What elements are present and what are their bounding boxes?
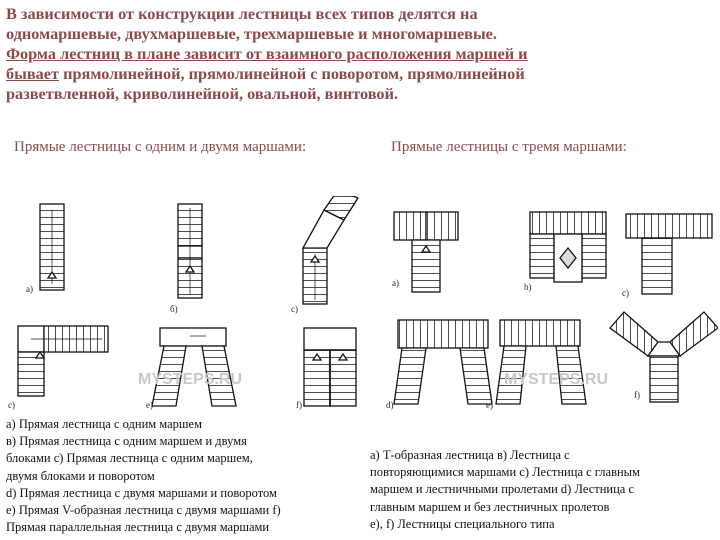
right-stair-plans-svg <box>364 196 718 414</box>
plan-label-a: а) <box>26 284 33 294</box>
stair-plan-main-no-landing <box>394 320 492 404</box>
caption-line: в) Прямая лестница с одним маршем и двумя <box>6 434 247 449</box>
right-heading: Прямые лестницы с тремя маршами: <box>391 139 627 155</box>
caption-line: d) Прямая лестница с двумя маршами и поворотом <box>6 485 277 500</box>
stair-plan-f <box>304 328 356 406</box>
stair-plan-special-f <box>610 312 718 402</box>
caption-line: а) Т-образная лестница в) Лестница с <box>370 448 570 462</box>
caption-line: повторяющимися маршами с) Лестница с главным <box>370 465 640 480</box>
caption-line: маршем и лестничными пролетами d) Лестница с <box>370 482 635 497</box>
intro-line <box>6 64 714 84</box>
caption-line: блоками с) Прямая лестница с одним маршем, <box>6 451 253 466</box>
stair-plan-a <box>40 204 64 290</box>
stair-plan-special-e <box>496 320 586 404</box>
stair-plan-t <box>394 212 458 292</box>
intro-paragraph <box>6 4 714 104</box>
plan-label-d: с) <box>8 400 15 410</box>
intro-line: одномаршевые, двухмаршевые, трехмаршевые и многомаршевые. <box>6 24 497 43</box>
plan-label-e: е) <box>146 400 153 410</box>
left-stair-plans-svg <box>6 196 360 414</box>
stair-plan-c <box>303 196 358 304</box>
plan-label-d: d) <box>386 400 394 410</box>
stair-plan-d <box>18 326 108 396</box>
plan-label-b: b) <box>524 282 532 292</box>
caption-line: Прямая параллельная лестница с двумя маршами <box>6 520 270 535</box>
plan-label-a: a) <box>392 278 399 288</box>
plan-label-f: f) <box>296 400 302 410</box>
stair-plan-main-flight <box>626 214 712 294</box>
plan-label-c: c) <box>622 288 629 298</box>
plan-label-f: f) <box>634 390 640 400</box>
caption-line: е) Прямая V-образная лестница с двумя маршами f) <box>6 503 281 518</box>
watermark: MYSTEPS.RU <box>138 371 243 388</box>
intro-line: разветвленной, криволинейной, овальной, винтовой. <box>6 84 399 103</box>
stair-plan-repeating <box>530 212 606 282</box>
caption-line: главным маршем и без лестничных пролетов <box>370 499 610 514</box>
caption-line: а) Прямая лестница с одним маршем <box>6 417 203 431</box>
stair-plan-b <box>178 204 202 298</box>
left-stair-diagrams <box>6 196 360 414</box>
caption-line: двумя блоками и поворотом <box>6 468 155 483</box>
watermark: MYSTEPS.RU <box>504 371 609 388</box>
right-stair-diagrams <box>364 196 718 414</box>
intro-underlined-word: бывает <box>6 64 60 83</box>
stair-plan-e <box>152 328 236 406</box>
plan-label-b: б) <box>170 304 178 314</box>
intro-line-rest: прямолинейной, прямолинейной с поворотом, прямолинейной <box>59 64 525 83</box>
caption-line: е), f) Лестницы специального типа <box>370 516 555 531</box>
plan-label-c: с) <box>291 304 298 314</box>
plan-label-e: e) <box>486 400 493 410</box>
intro-line: Форма лестниц в плане зависит от взаимного расположения маршей и <box>6 44 528 63</box>
left-heading: Прямые лестницы с одним и двумя маршами: <box>14 139 307 155</box>
intro-line: В зависимости от конструкции лестницы всех типов делятся на <box>6 4 478 23</box>
right-caption <box>370 447 710 533</box>
left-caption <box>6 416 364 536</box>
